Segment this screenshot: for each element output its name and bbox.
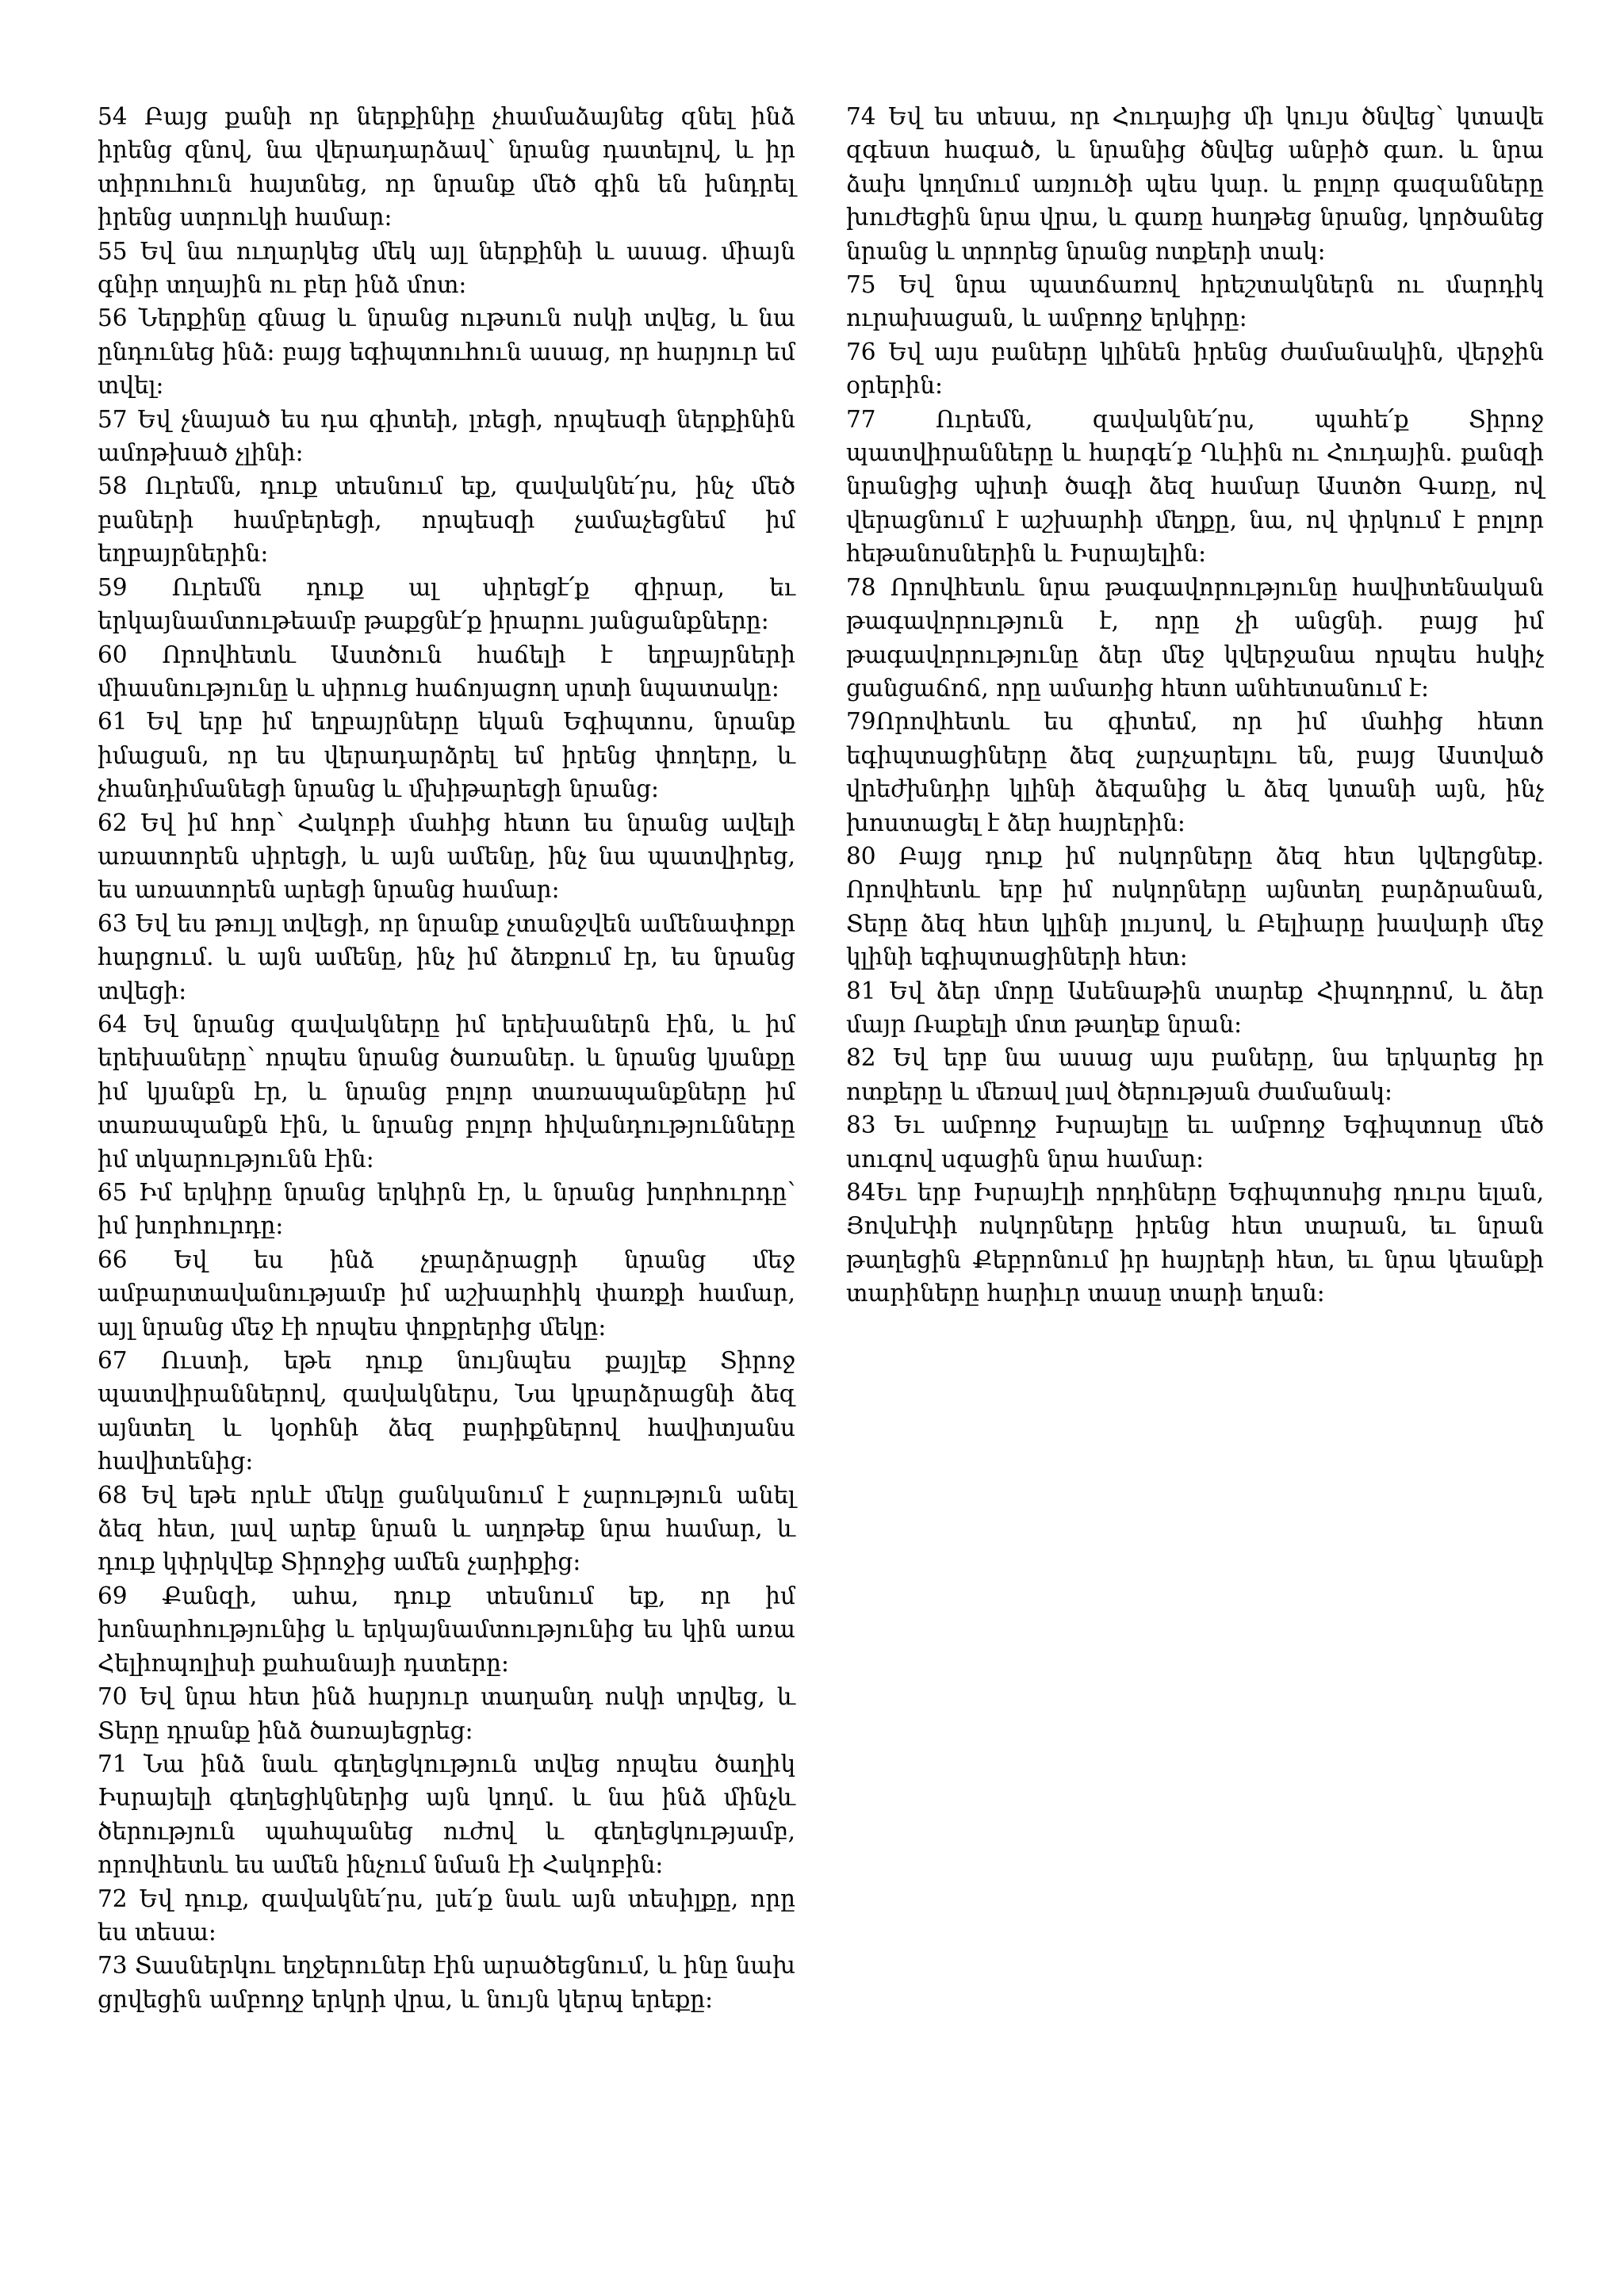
verse-77: 77 Ուրեմն, զավակնե՛րս, պահե՛ք Տիրոջ պատվիրանները և հարգե՛ք Ղևիին ու Հուդային. քանզի նրանցից պիտի ծագի ձեզ համար Աստծո Գառը, ով վերացնում է աշխարհի մեղքը, նա, ով փրկում է բոլոր հեթանոսներին և Իսրայելին: [846, 405, 1544, 568]
verse-56: 56 Ներքինը գնաց և նրանց ութսուն ոսկի տվեց, և նա ընդունեց ինձ: բայց եգիպտուհուն ասաց, որ հարյուր եմ տվել: [98, 304, 795, 400]
verse-54: 54 Բայց քանի որ ներքինիը չհամաձայնեց զնել ինձ իրենց զնով, նա վերադարձավ՝ նրանց դատելով, և իր տիրուհուն հայտնեց, որ նրանք մեծ գին են խնդրել իրենց ստրուկի համար: [98, 103, 795, 232]
right-column [846, 100, 1544, 1311]
verse-63: 63 Եվ ես թույլ տվեցի, որ նրանք չտանջվեն ամենափոքր հարցում. և այն ամենը, ինչ իմ ձեռքում էր, ես նրանց տվեցի: [98, 909, 795, 1004]
verse-81: 81 Եվ ձեր մորը Ասենաթին տարեք Հիպոդրոմ, և ձեր մայր Ռաքելի մոտ թաղեք նրան: [846, 977, 1544, 1038]
verse-70: 70 Եվ նրա հետ ինձ հարյուր տաղանդ ոսկի տրվեց, և Տերը դրանք ինձ ծառայեցրեց: [98, 1683, 795, 1744]
verse-79: 79Որովհետև ես գիտեմ, որ իմ մահից հետո եգիպտացիները ձեզ չարչարելու են, բայց Աստված վրեժխնդիր կլինի ձեզանից և ձեզ կտանի այն, ինչ խոստացել է ձեր հայրերին: [846, 708, 1544, 836]
verse-66: 66 Եվ ես ինձ չբարձրացրի նրանց մեջ ամբարտավանությամբ իմ աշխարհիկ փառքի համար, այլ նրանց մեջ էի որպես փոքրերից մեկը: [98, 1246, 795, 1341]
verse-71: 71 Նա ինձ նաև գեղեցկություն տվեց որպես ծաղիկ Իսրայելի գեղեցիկներից այն կողմ. և նա ինձ մինչև ծերություն պահպանեց ուժով և գեղեցկությամբ, որովհետև ես ամեն ինչում նման էի Հակոբին: [98, 1750, 795, 1879]
verse-65: 65 Իմ երկիրը նրանց երկիրն էր, և նրանց խորհուրդը՝ իմ խորհուրդը: [98, 1179, 795, 1240]
verse-68: 68 Եվ եթե որևէ մեկը ցանկանում է չարություն անել ձեզ հետ, լավ արեք նրան և աղոթեք նրա համար, և դուք կփրկվեք Տիրոջից ամեն չարիքից: [98, 1481, 795, 1576]
verse-60: 60 Որովհետև Աստծուն հաճելի է եղբայրների միասնությունը և սիրուց հաճոյացող սրտի նպատակը: [98, 641, 795, 702]
verse-75: 75 Եվ նրա պատճառով հրեշտակներն ու մարդիկ ուրախացան, և ամբողջ երկիրը: [846, 271, 1544, 332]
verse-74: 74 Եվ ես տեսա, որ Հուդայից մի կույս ծնվեց՝ կտավե զգեստ հագած, և նրանից ծնվեց անբիծ գառ. և նրա ձախ կողմում առյուծի պես կար. և բոլոր գազանները խուժեցին նրա վրա, և գառը հաղթեց նրանց, կործանեց նրանց և տրորեց նրանց ոտքերի տակ: [846, 103, 1544, 265]
verse-58: 58 Ուրեմն, դուք տեսնում եք, զավակնե՛րս, ինչ մեծ բաների համբերեցի, որպեսզի չամաչեցնեմ իմ եղբայրներին: [98, 473, 795, 568]
verse-59: 59 Ուրեմն դուք ալ սիրեցէ՛ք զիրար, եւ երկայնամտութեամբ թաքցնէ՛ք իրարու յանցանքները: [98, 573, 795, 635]
verse-82: 82 Եվ երբ նա ասաց այս բաները, նա երկարեց իր ոտքերը և մեռավ լավ ծերության ժամանակ: [846, 1044, 1544, 1105]
verse-73: 73 Տասներկու եղջերուներ էին արածեցնում, և ինը նախ ցրվեցին ամբողջ երկրի վրա, և նույն կերպ երեքը: [98, 1952, 795, 2013]
verse-80: 80 Բայց դուք իմ ոսկորները ձեզ հետ կվերցնեք. Որովհետև երբ իմ ոսկորները այնտեղ բարձրանան, Տերը ձեզ հետ կլինի լույսով, և Բելիարը խավարի մեջ կլինի եգիպտացիների հետ: [846, 842, 1544, 971]
verse-61: 61 Եվ երբ իմ եղբայրները եկան Եգիպտոս, նրանք իմացան, որ ես վերադարձրել եմ իրենց փողերը, և չհանդիմանեցի նրանց և մխիթարեցի նրանց: [98, 708, 795, 803]
verse-57: 57 Եվ չնայած ես դա գիտեի, լռեցի, որպեսզի ներքինին ամոթխած չլինի: [98, 405, 795, 467]
verse-78: 78 Որովհետև նրա թագավորությունը հավիտենական թագավորություն է, որը չի անցնի. բայց իմ թագավորությունը ձեր մեջ կվերջանա որպես հսկիչ ցանցաճոճ, որը ամառից հետո անհետանում է: [846, 573, 1544, 702]
verse-84: 84Եւ երբ Իսրայէլի որդիները Եգիպտոսից դուրս ելան, Յովսէփի ոսկորները իրենց հետ տարան, եւ նրան թաղեցին Քեբրոնում իր հայրերի հետ, եւ նրա կեանքի տարիները հարիւր տասը տարի եղան: [846, 1179, 1544, 1307]
verse-67: 67 Ուստի, եթե դուք նույնպես քայլեք Տիրոջ պատվիրաններով, զավակներս, Նա կբարձրացնի ձեզ այնտեղ և կօրհնի ձեզ բարիքներով հավիտյանս հավիտենից: [98, 1347, 795, 1475]
verse-76: 76 Եվ այս բաները կլինեն իրենց ժամանակին, վերջին օրերին: [846, 338, 1544, 400]
verse-69: 69 Քանզի, ահա, դուք տեսնում եք, որ իմ խոնարհությունից և երկայնամտությունից ես կին առա Հելիոպոլիսի քահանայի դստերը: [98, 1582, 795, 1677]
verse-72: 72 Եվ դուք, զավակնե՛րս, լսե՛ք նաև այն տեսիլքը, որը ես տեսա: [98, 1885, 795, 1946]
verse-83: 83 Եւ ամբողջ Իսրայելը եւ ամբողջ Եգիպտոսը մեծ սուգով սգացին նրա համար: [846, 1112, 1544, 1173]
left-column [98, 100, 795, 2016]
verse-64: 64 Եվ նրանց զավակները իմ երեխաներն էին, և իմ երեխաները՝ որպես նրանց ծառաներ. և նրանց կյանքը իմ կյանքն էր, և նրանց բոլոր տառապանքները իմ տառապանքն էին, և նրանց բոլոր հիվանդությունները իմ տկարությունն էին: [98, 1010, 795, 1173]
verse-55: 55 Եվ նա ուղարկեց մեկ այլ ներքինի և ասաց. միայն գնիր տղային ու բեր ինձ մոտ: [98, 237, 795, 299]
verse-62: 62 Եվ իմ հոր՝ Հակոբի մահից հետո ես նրանց ավելի առատորեն սիրեցի, և այն ամենը, ինչ նա պատվիրեց, ես առատորեն արեցի նրանց համար: [98, 809, 795, 904]
